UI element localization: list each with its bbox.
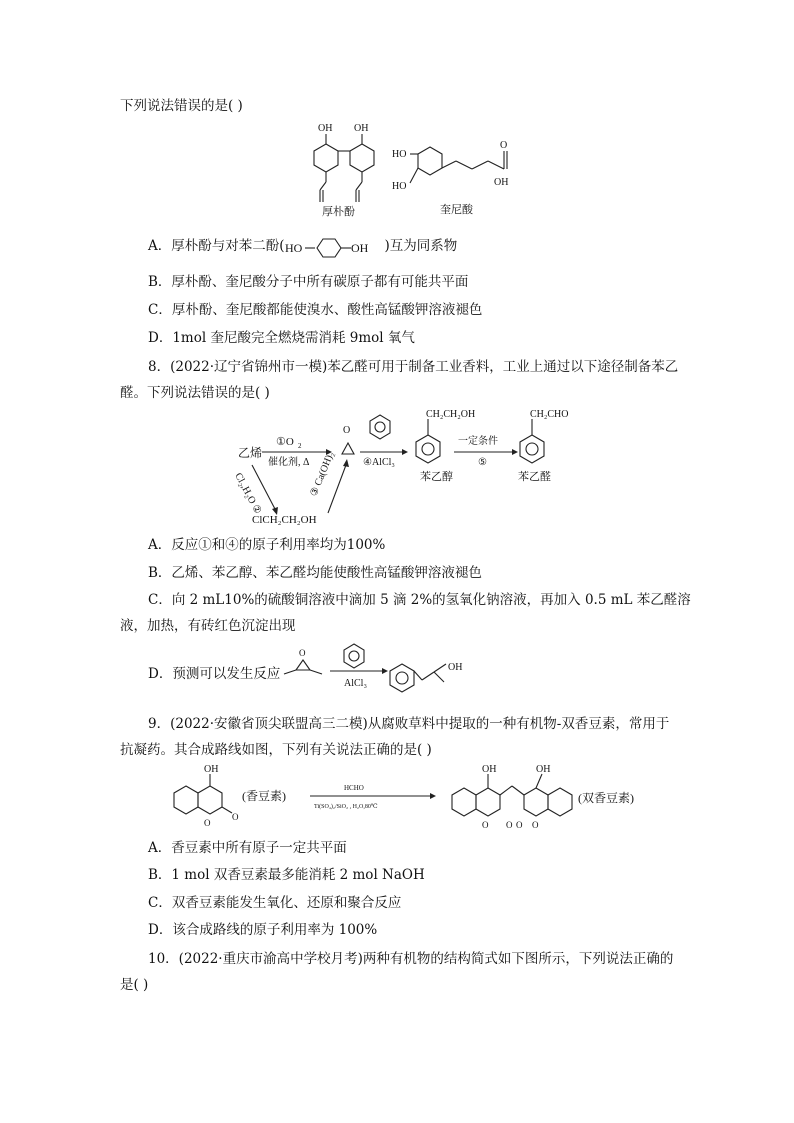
q7-stem: 下列说法错误的是( ) bbox=[120, 98, 243, 114]
o-label: O bbox=[482, 820, 489, 830]
q9-option-a: A．香豆素中所有原子一定共平面 bbox=[148, 840, 347, 856]
q10-stem-line1: 10．(2022·重庆市渝高中学校月考)两种有机物的结构简式如下图所示，下列说法正确的 bbox=[148, 951, 674, 967]
step5-label: ⑤ bbox=[478, 457, 487, 468]
step1-label: ①O bbox=[276, 436, 294, 448]
o-label: O bbox=[516, 820, 523, 830]
quinic-acid-structure bbox=[390, 135, 530, 200]
q9-stem-line2: 抗凝药。其合成路线如图，下列有关说法正确的是( ) bbox=[120, 742, 432, 758]
oh-label: OH bbox=[482, 764, 497, 775]
hydroquinone-inline bbox=[285, 237, 385, 257]
oh-label: OH bbox=[448, 662, 463, 673]
quinic-acid-label: 奎尼酸 bbox=[440, 203, 473, 216]
q10-stem-line2: 是( ) bbox=[120, 977, 149, 993]
q9-option-c: C．双香豆素能发生氧化、还原和聚合反应 bbox=[148, 895, 402, 911]
coumarin-label: (香豆素) bbox=[242, 789, 286, 803]
svg-text:2: 2 bbox=[298, 442, 302, 450]
step2-label: Cl₂,H₂O ② bbox=[232, 471, 264, 517]
oh-label: OH bbox=[494, 177, 509, 188]
q9-reaction-scheme bbox=[160, 760, 634, 840]
dicoumarol-label: (双香豆素) bbox=[578, 791, 634, 805]
magnolol-label: 厚朴酚 bbox=[322, 205, 355, 218]
step3-label: ③ Ca(OH)₂ bbox=[308, 450, 337, 499]
phenylacetaldehyde-group: CH₂CHO bbox=[530, 409, 569, 420]
oh-label: OH bbox=[354, 123, 369, 134]
ho-label: HO bbox=[392, 181, 407, 192]
q8-option-d-reaction bbox=[280, 640, 480, 700]
q8-option-c-line1: C．向 2 mL10%的硫酸铜溶液中滴加 5 滴 2%的氢氧化钠溶液，再加入 0.5 mL 苯乙醛溶 bbox=[148, 592, 691, 608]
svg-text:HO: HO bbox=[284, 240, 302, 255]
o-label: O bbox=[506, 820, 513, 830]
step1-condition: 催化剂, Δ bbox=[268, 457, 310, 468]
q9-stem-line1: 9．(2022·安徽省顶尖联盟高三二模)从腐败草料中提取的一种有机物-双香豆素，常用于 bbox=[148, 716, 670, 732]
oh-label: OH bbox=[318, 123, 333, 134]
svg-text:OH: OH bbox=[350, 240, 368, 255]
q8-option-a: A．反应①和④的原子利用率均为100% bbox=[148, 537, 386, 553]
q9-option-b: B．1 mol 双香豆素最多能消耗 2 mol NaOH bbox=[148, 867, 425, 883]
step5-condition: 一定条件 bbox=[458, 436, 498, 447]
q7-option-c: C．厚朴酚、奎尼酸都能使溴水、酸性高锰酸钾溶液褪色 bbox=[148, 302, 483, 318]
o-label: O bbox=[204, 818, 211, 828]
epoxide-o-label: O bbox=[299, 648, 306, 658]
option-a-pre: A．厚朴酚与对苯二酚( bbox=[148, 238, 285, 254]
phenylacetaldehyde-label: 苯乙醛 bbox=[518, 471, 551, 483]
q8-stem-line2: 醛。下列说法错误的是( ) bbox=[120, 385, 270, 401]
q7-option-b: B．厚朴酚、奎尼酸分子中所有碳原子都有可能共平面 bbox=[148, 274, 469, 290]
q7-option-a bbox=[148, 236, 457, 257]
epoxide-o-label: O bbox=[343, 425, 351, 436]
q9-condition-bottom: Ti(SO₄)₂/SiO₂ , H₂O,80℃ bbox=[314, 804, 378, 810]
phenylethanol-group: CH₂CH₂OH bbox=[426, 409, 476, 420]
q8-option-c-line2: 液，加热，有砖红色沉淀出现 bbox=[120, 618, 296, 634]
q8-stem-line1: 8．(2022·辽宁省锦州市一模)苯乙醛可用于制备工业香料，工业上通过以下途径制备苯乙 bbox=[148, 359, 679, 375]
q8-reaction-scheme bbox=[230, 405, 590, 530]
step4-label: ④AlCl₃ bbox=[363, 457, 395, 468]
q9-condition-top: HCHO bbox=[344, 784, 364, 792]
q7-option-d: D．1mol 奎尼酸完全燃烧需消耗 9mol 氧气 bbox=[148, 330, 415, 346]
option-d-condition: AlCl₃ bbox=[344, 678, 367, 689]
q9-option-d: D．该合成路线的原子利用率为 100% bbox=[148, 922, 378, 938]
option-a-post: )互为同系物 bbox=[384, 238, 458, 254]
q8-option-b: B．乙烯、苯乙醇、苯乙醛均能使酸性高锰酸钾溶液褪色 bbox=[148, 565, 482, 581]
o-label: O bbox=[232, 812, 239, 822]
o-label: O bbox=[532, 820, 539, 830]
carbonyl-o-label: O bbox=[500, 140, 508, 151]
chlorohydrin-label: ClCH₂CH₂OH bbox=[252, 514, 317, 526]
oh-label: OH bbox=[536, 764, 551, 775]
ethylene-label: 乙烯 bbox=[238, 446, 263, 460]
q8-option-d: D．预测可以发生反应 bbox=[148, 666, 281, 682]
oh-label: OH bbox=[204, 764, 219, 775]
ho-label: HO bbox=[392, 149, 407, 160]
phenylethanol-label: 苯乙醇 bbox=[420, 471, 453, 483]
